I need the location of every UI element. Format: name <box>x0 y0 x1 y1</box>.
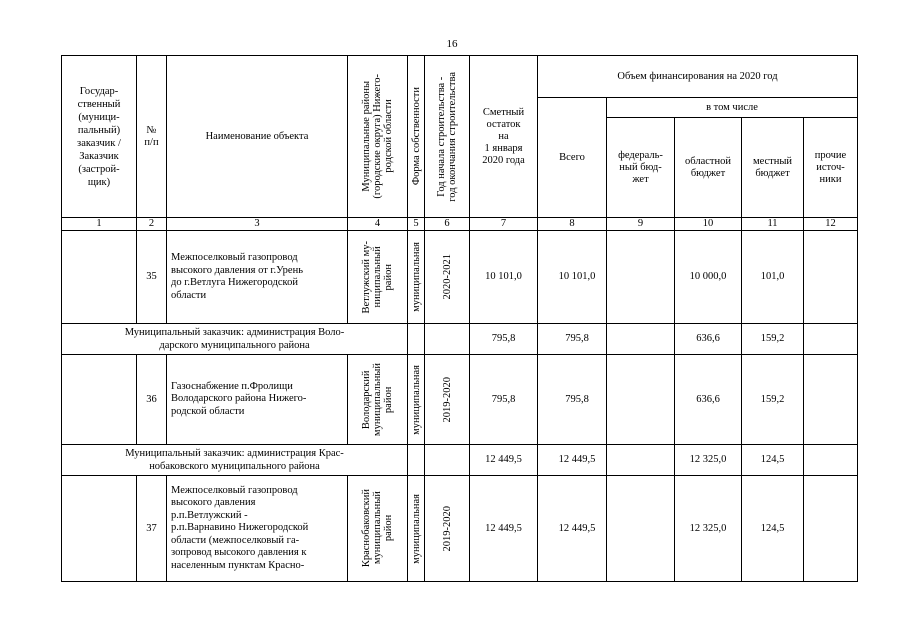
column-number: 11 <box>742 218 804 231</box>
years-cell: 2020-2021 <box>425 231 470 324</box>
column-number: 3 <box>167 218 348 231</box>
total-cell: 795,8 <box>538 355 607 445</box>
row-number: 36 <box>137 355 167 445</box>
column-number: 8 <box>538 218 607 231</box>
other-cell <box>804 476 858 582</box>
district-cell: Володарский муниципальный район <box>348 355 408 445</box>
header-customer: Государ- ственный (муници- пальный) заказчик / Заказчик (застрой- щик) <box>62 56 137 218</box>
total-cell: 12 449,5 <box>538 476 607 582</box>
object-name: Межпоселковый газопровод высокого давления от г.Урень до г.Ветлуга Нижегородской области <box>167 231 348 324</box>
header-including: в том числе <box>607 98 858 118</box>
regional-cell: 636,6 <box>675 355 742 445</box>
customer-name: Муниципальный заказчик: администрация Крас- нобаковского муниципального района <box>62 445 408 476</box>
customer-row <box>62 324 858 355</box>
total-cell: 795,8 <box>538 324 607 355</box>
regional-cell: 12 325,0 <box>675 476 742 582</box>
header-federal: федераль- ный бюд- жет <box>607 118 675 218</box>
years-cell: 2019-2020 <box>425 355 470 445</box>
column-number: 10 <box>675 218 742 231</box>
header-other: прочие источ- ники <box>804 118 858 218</box>
column-number: 2 <box>137 218 167 231</box>
header-row-1 <box>62 56 858 98</box>
other-cell <box>804 324 858 355</box>
local-cell: 159,2 <box>742 355 804 445</box>
header-balance: Сметный остаток на 1 января 2020 года <box>470 56 538 218</box>
other-cell <box>804 445 858 476</box>
customer-name: Муниципальный заказчик: администрация Воло- дарского муниципального района <box>62 324 408 355</box>
column-number: 5 <box>408 218 425 231</box>
header-num: № п/п <box>137 56 167 218</box>
table-row <box>62 476 858 582</box>
local-cell: 124,5 <box>742 445 804 476</box>
years-cell: 2019-2020 <box>425 476 470 582</box>
years-cell <box>425 324 470 355</box>
customer-row <box>62 445 858 476</box>
federal-cell <box>607 445 675 476</box>
header-funding: Объем финансирования на 2020 год <box>538 56 858 98</box>
balance-cell: 12 449,5 <box>470 476 538 582</box>
balance-cell: 12 449,5 <box>470 445 538 476</box>
balance-cell: 795,8 <box>470 324 538 355</box>
years-cell <box>425 445 470 476</box>
table-row <box>62 355 858 445</box>
other-cell <box>804 231 858 324</box>
header-ownership: Форма собственности <box>408 56 425 218</box>
header-local: местный бюджет <box>742 118 804 218</box>
header-total: Всего <box>538 98 607 218</box>
federal-cell <box>607 231 675 324</box>
ownership-cell: муниципальная <box>408 231 425 324</box>
federal-cell <box>607 355 675 445</box>
header-years: Год начала строительства - год окончания строительства <box>425 56 470 218</box>
table-row <box>62 231 858 324</box>
column-number: 1 <box>62 218 137 231</box>
federal-cell <box>607 476 675 582</box>
regional-cell: 636,6 <box>675 324 742 355</box>
page-number: 16 <box>446 38 458 50</box>
column-number-row <box>62 218 858 231</box>
ownership-cell <box>408 324 425 355</box>
header-object: Наименование объекта <box>167 56 348 218</box>
row-number: 37 <box>137 476 167 582</box>
regional-cell: 12 325,0 <box>675 445 742 476</box>
row-number: 35 <box>137 231 167 324</box>
local-cell: 159,2 <box>742 324 804 355</box>
column-number: 7 <box>470 218 538 231</box>
customer-cell <box>62 355 137 445</box>
customer-cell <box>62 231 137 324</box>
local-cell: 101,0 <box>742 231 804 324</box>
object-name: Межпоселковый газопровод высокого давления р.п.Ветлужский - р.п.Варнавино Нижегородской области (межпоселковый га- зопровод высокого давления к населенным пунктам Красно- <box>167 476 348 582</box>
balance-cell: 10 101,0 <box>470 231 538 324</box>
ownership-cell <box>408 445 425 476</box>
column-number: 4 <box>348 218 408 231</box>
total-cell: 12 449,5 <box>538 445 607 476</box>
regional-cell: 10 000,0 <box>675 231 742 324</box>
district-cell: Краснобаковский муниципальный район <box>348 476 408 582</box>
local-cell: 124,5 <box>742 476 804 582</box>
column-number: 12 <box>804 218 858 231</box>
district-cell: Ветлужский му- ниципальный район <box>348 231 408 324</box>
other-cell <box>804 355 858 445</box>
total-cell: 10 101,0 <box>538 231 607 324</box>
ownership-cell: муниципальная <box>408 476 425 582</box>
customer-cell <box>62 476 137 582</box>
ownership-cell: муниципальная <box>408 355 425 445</box>
column-number: 6 <box>425 218 470 231</box>
balance-cell: 795,8 <box>470 355 538 445</box>
header-regional: областной бюджет <box>675 118 742 218</box>
header-district: Муниципальные районы (городские округа) Нижего- родской области <box>348 56 408 218</box>
federal-cell <box>607 324 675 355</box>
object-name: Газоснабжение п.Фролищи Володарского района Нижего- родской области <box>167 355 348 445</box>
column-number: 9 <box>607 218 675 231</box>
financing-table <box>61 55 858 582</box>
